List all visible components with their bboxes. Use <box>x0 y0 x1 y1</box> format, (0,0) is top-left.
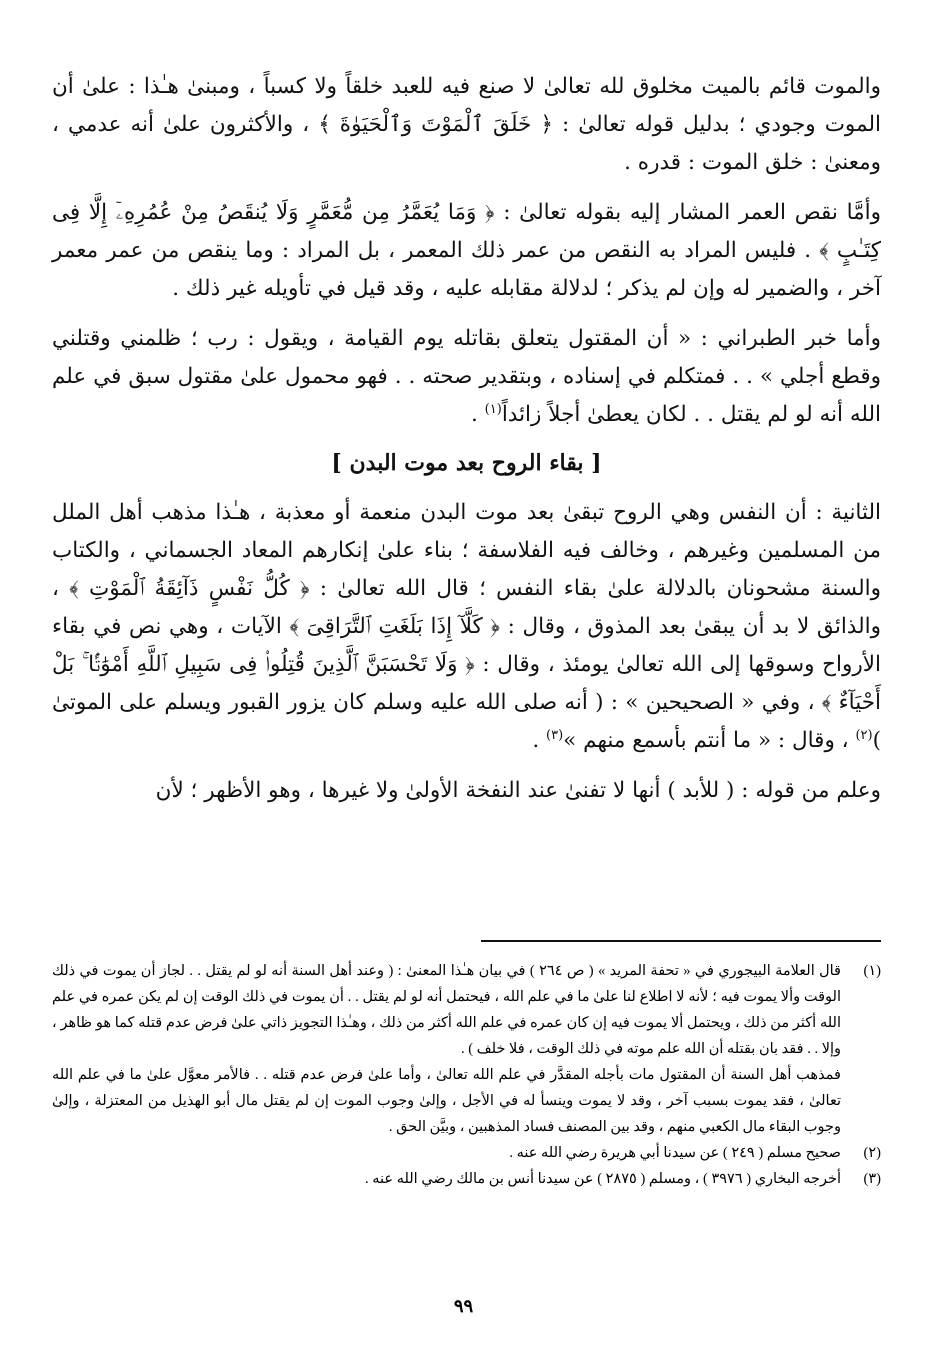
spacer <box>52 760 881 772</box>
paragraph-age-reduction: وأمَّا نقص العمر المشار إليه بقوله تعالىٰ : ﴿ وَمَا يُعَمَّرُ مِن مُّعَمَّرٍ وَلَا يُنقَصُ مِنْ عُمُرِهِۦٓ إِلَّا فِى كِتَـٰبٍ ﴾ . فليس المراد به النقص من عمر ذلك المعمر ، بل المراد : وما ينقص من عمر معمر آخر ، والضمير له وإن لم يذكر ؛ لدلالة مقابله عليه ، وقد قيل في تأويله غير ذلك . <box>52 200 881 301</box>
paragraph-end: . <box>471 402 485 427</box>
spacer <box>52 308 881 320</box>
paragraph-death-creation: والموت قائم بالميت مخلوق لله تعالىٰ لا صنع فيه للعبد خلقاً ولا كسباً ، ومبنىٰ هـٰذا : علىٰ أن الموت وجودي ؛ بدليل قوله تعالىٰ : ﴿ خَلَقَ ٱلْمَوْتَ وَٱلْحَيَوٰةَ ﴾ ، والأكثرون علىٰ أنه عدمي ، ومعنىٰ : خلق الموت : قدره . <box>52 74 881 175</box>
footnote-text: صحيح مسلم ( ٢٤٩ ) عن سيدنا أبي هريرة رضي الله عنه . <box>509 1145 841 1161</box>
footnotes <box>52 958 881 1192</box>
paragraph-text: الثانية : أن النفس وهي الروح تبقىٰ بعد موت البدن منعمة أو معذبة ، هـٰذا مذهب أهل الملل من المسلمين وغيرهم ، وخالف فيه الفلاسفة ؛ بناء علىٰ إنكارهم المعاد الجسماني ، والكتاب والسنة مشحونان بالدلالة علىٰ بقاء النفس ؛ قال الله تعالىٰ : ﴿ كُلُّ نَفْسٍ ذَآئِقَةُ ٱلْمَوْتِ ﴾ ، والذائق لا بد أن يبقىٰ بعد المذوق ، وقال : ﴿ كَلَّآ إِذَا بَلَغَتِ ٱلتَّرَاقِىَ ﴾ الآيات ، وهي نص في بقاء الأرواح وسوقها إلى الله تعالىٰ يومئذ ، وقال : ﴿ وَلَا تَحْسَبَنَّ ٱلَّذِينَ قُتِلُوا۟ فِى سَبِيلِ ٱللَّهِ أَمْوَٰتًۢا ۚ بَلْ أَحْيَآءٌ ﴾ ، وفي « الصحيحين » : ( أنه صلى الله عليه وسلم كان يزور القبور ويسلم على الموتىٰ ) <box>52 500 881 753</box>
page-number: ٩٩ <box>453 1296 474 1316</box>
footnote-ref-2[interactable]: (٢) <box>855 727 873 743</box>
footnote-1 <box>52 958 881 1140</box>
footnote-ref-3[interactable]: (٣) <box>546 727 564 743</box>
footnote-number: (١) <box>863 963 881 979</box>
footnote-2 <box>52 1140 881 1166</box>
paragraph-soul-remains <box>52 494 881 760</box>
paragraph-text: وأما خبر الطبراني : « أن المقتول يتعلق بقاتله يوم القيامة ، ويقول : رب ؛ ظلمني وقتلني وقطع أجلي » . . فمتكلم في إسناده ، وبتقدير صحته . . فهو محمول علىٰ مقتول سبق في علم الله أنه لو لم يقتل . . لكان يعطىٰ أجلاً زائداً <box>52 326 881 427</box>
footnote-text-part-2: فمذهب أهل السنة أن المقتول مات بأجله المقدَّر في علم الله تعالىٰ ، وأما علىٰ فرض عدم قتله . . فالأمر معوَّل علىٰ ما في علم الله تعالىٰ ، فقد يموت بسبب آخر ، وقد لا يموت وينسأ له في الأجل ، وإلىٰ وجوب الموت إن لم يقتل مال أبو الهذيل من المعتزلة ، وإلىٰ وجوب البقاء مال الكعبي منهم ، وقد بين المصنف فساد المذهبين ، وبيَّن الحق . <box>52 1067 841 1135</box>
paragraph-text-continued: ، وقال : « ما أنتم بأسمع منهم » <box>563 728 856 753</box>
spacer <box>52 182 881 194</box>
footnote-number: (٣) <box>863 1171 881 1187</box>
paragraph-tabarani-report <box>52 320 881 434</box>
footnote-text <box>52 958 841 1140</box>
footnote-separator <box>481 940 881 942</box>
footnote-ref-1[interactable]: (١) <box>484 401 502 417</box>
footnote-text: أخرجه البخاري ( ٣٩٧٦ ) ، ومسلم ( ٢٨٧٥ ) عن سيدنا أنس بن مالك رضي الله عنه . <box>365 1171 841 1187</box>
footnote-number: (٢) <box>863 1145 881 1161</box>
paragraph-eternity: وعلم من قوله : ( للأبد ) أنها لا تفنىٰ عند النفخة الأولىٰ ولا غيرها ، وهو الأظهر ؛ لأن <box>155 778 881 803</box>
footnote-3 <box>52 1166 881 1192</box>
paragraph-end: . <box>532 728 547 753</box>
section-heading: [ بقاء الروح بعد موت البدن ] <box>331 450 602 476</box>
footnote-text-part-1: قال العلامة البيجوري في « تحفة المريد » ( ص ٢٦٤ ) في بيان هـٰذا المعنىٰ : ( وعند أهل السنة أنه لو لم يقتل . . لجاز أن يموت في ذلك الوقت وألا يموت فيه ؛ لأنه لا اطلاع لنا علىٰ ما في علم الله ، فيحتمل أنه لو لم يقتل . . أن يموت في ذلك الوقت إن لم يكن عمره في علم الله أكثر من ذلك ، ويحتمل ألا يموت فيه إن كان عمره في علم الله أكثر من ذلك ، وهـٰذا التجويز ذاتي علىٰ فرض عدم قتله كما هو ظاهر ، وإلا . . فقد بان بقتله أن الله علم موته في ذلك الوقت ، فلا خلف ) . <box>52 963 841 1057</box>
